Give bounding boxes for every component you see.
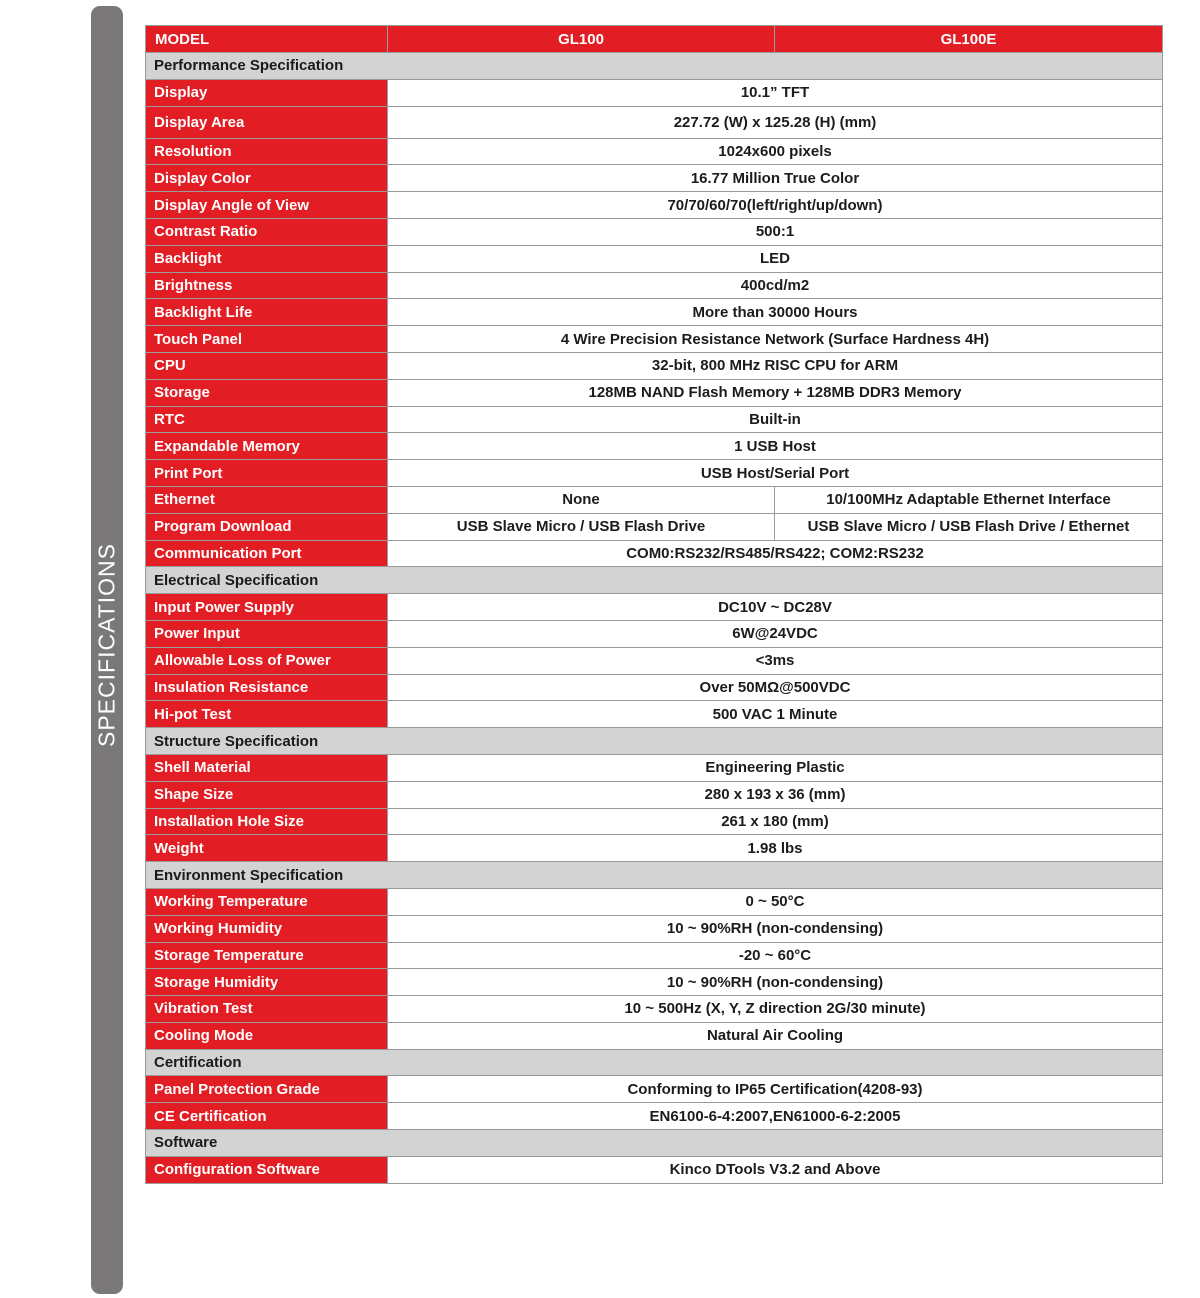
spec-value: 280 x 193 x 36 (mm) bbox=[388, 781, 1163, 808]
spec-label: RTC bbox=[146, 406, 388, 433]
spec-label: Touch Panel bbox=[146, 326, 388, 353]
spec-value: 128MB NAND Flash Memory + 128MB DDR3 Memory bbox=[388, 379, 1163, 406]
spec-value: EN6100-6-4:2007,EN61000-6-2:2005 bbox=[388, 1103, 1163, 1130]
section-row bbox=[146, 1049, 1163, 1076]
spec-row bbox=[146, 1022, 1163, 1049]
spec-label: Configuration Software bbox=[146, 1156, 388, 1183]
spec-label: CPU bbox=[146, 352, 388, 379]
spec-row bbox=[146, 701, 1163, 728]
spec-value: LED bbox=[388, 245, 1163, 272]
spec-label: Contrast Ratio bbox=[146, 218, 388, 245]
spec-value: 500 VAC 1 Minute bbox=[388, 701, 1163, 728]
spec-row bbox=[146, 888, 1163, 915]
spec-label: Resolution bbox=[146, 138, 388, 165]
spec-value: COM0:RS232/RS485/RS422; COM2:RS232 bbox=[388, 540, 1163, 567]
spec-row bbox=[146, 326, 1163, 353]
spec-label: Display bbox=[146, 79, 388, 106]
spec-row bbox=[146, 299, 1163, 326]
spec-row bbox=[146, 165, 1163, 192]
spec-row bbox=[146, 915, 1163, 942]
spec-label: Panel Protection Grade bbox=[146, 1076, 388, 1103]
spec-label: Power Input bbox=[146, 620, 388, 647]
spec-row bbox=[146, 379, 1163, 406]
spec-value: 10.1” TFT bbox=[388, 79, 1163, 106]
spec-row bbox=[146, 486, 1163, 513]
spec-row bbox=[146, 272, 1163, 299]
spec-label: Vibration Test bbox=[146, 996, 388, 1023]
spec-row bbox=[146, 245, 1163, 272]
spec-value: 1024x600 pixels bbox=[388, 138, 1163, 165]
section-title: Environment Specification bbox=[146, 862, 1163, 889]
spec-row bbox=[146, 106, 1163, 138]
spec-label: Communication Port bbox=[146, 540, 388, 567]
header-model: MODEL bbox=[146, 26, 388, 53]
spec-label: Shell Material bbox=[146, 754, 388, 781]
spec-row bbox=[146, 754, 1163, 781]
section-row bbox=[146, 53, 1163, 80]
spec-value: 10 ~ 90%RH (non-condensing) bbox=[388, 969, 1163, 996]
spec-row bbox=[146, 835, 1163, 862]
spec-value: 261 x 180 (mm) bbox=[388, 808, 1163, 835]
spec-value: 10 ~ 500Hz (X, Y, Z direction 2G/30 minute) bbox=[388, 996, 1163, 1023]
spec-value: <3ms bbox=[388, 647, 1163, 674]
spec-value-gl100e: 10/100MHz Adaptable Ethernet Interface bbox=[775, 486, 1163, 513]
spec-label: Allowable Loss of Power bbox=[146, 647, 388, 674]
spec-label: Cooling Mode bbox=[146, 1022, 388, 1049]
spec-value: Engineering Plastic bbox=[388, 754, 1163, 781]
spec-row bbox=[146, 192, 1163, 219]
spec-table-body bbox=[146, 26, 1163, 1184]
spec-value: Natural Air Cooling bbox=[388, 1022, 1163, 1049]
spec-value: 1.98 lbs bbox=[388, 835, 1163, 862]
spec-row bbox=[146, 513, 1163, 540]
spec-value: 1 USB Host bbox=[388, 433, 1163, 460]
spec-label: Display Area bbox=[146, 106, 388, 138]
spec-row bbox=[146, 79, 1163, 106]
spec-row bbox=[146, 620, 1163, 647]
header-row bbox=[146, 26, 1163, 53]
spec-row bbox=[146, 1103, 1163, 1130]
spec-label: Display Angle of View bbox=[146, 192, 388, 219]
spec-label: Working Humidity bbox=[146, 915, 388, 942]
spec-row bbox=[146, 969, 1163, 996]
spec-row bbox=[146, 406, 1163, 433]
section-title: Structure Specification bbox=[146, 728, 1163, 755]
spec-value: Over 50MΩ@500VDC bbox=[388, 674, 1163, 701]
spec-row bbox=[146, 781, 1163, 808]
spec-row bbox=[146, 1156, 1163, 1183]
spec-row bbox=[146, 138, 1163, 165]
section-title: Certification bbox=[146, 1049, 1163, 1076]
section-row bbox=[146, 862, 1163, 889]
header-gl100e: GL100E bbox=[775, 26, 1163, 53]
spec-row bbox=[146, 942, 1163, 969]
spec-label: Print Port bbox=[146, 460, 388, 487]
section-row bbox=[146, 728, 1163, 755]
spec-value: 16.77 Million True Color bbox=[388, 165, 1163, 192]
spec-label: Program Download bbox=[146, 513, 388, 540]
spec-label: Weight bbox=[146, 835, 388, 862]
spec-label: Storage bbox=[146, 379, 388, 406]
spec-row bbox=[146, 808, 1163, 835]
spec-label: CE Certification bbox=[146, 1103, 388, 1130]
spec-value: Conforming to IP65 Certification(4208-93) bbox=[388, 1076, 1163, 1103]
spec-label: Storage Temperature bbox=[146, 942, 388, 969]
spec-row bbox=[146, 433, 1163, 460]
spec-label: Installation Hole Size bbox=[146, 808, 388, 835]
spec-value: 0 ~ 50°C bbox=[388, 888, 1163, 915]
spec-row bbox=[146, 540, 1163, 567]
spec-value-gl100: USB Slave Micro / USB Flash Drive bbox=[388, 513, 775, 540]
spec-value: 227.72 (W) x 125.28 (H) (mm) bbox=[388, 106, 1163, 138]
spec-row bbox=[146, 1076, 1163, 1103]
spec-value-gl100e: USB Slave Micro / USB Flash Drive / Ethernet bbox=[775, 513, 1163, 540]
spec-label: Backlight bbox=[146, 245, 388, 272]
spec-row bbox=[146, 460, 1163, 487]
spec-value-gl100: None bbox=[388, 486, 775, 513]
spec-table bbox=[145, 25, 1163, 1184]
spec-value: USB Host/Serial Port bbox=[388, 460, 1163, 487]
spec-value: -20 ~ 60°C bbox=[388, 942, 1163, 969]
spec-row bbox=[146, 674, 1163, 701]
spec-row bbox=[146, 594, 1163, 621]
spec-label: Brightness bbox=[146, 272, 388, 299]
section-row bbox=[146, 1130, 1163, 1157]
header-gl100: GL100 bbox=[388, 26, 775, 53]
spec-value: 32-bit, 800 MHz RISC CPU for ARM bbox=[388, 352, 1163, 379]
spec-row bbox=[146, 352, 1163, 379]
spec-label: Hi-pot Test bbox=[146, 701, 388, 728]
spec-value: 500:1 bbox=[388, 218, 1163, 245]
spec-row bbox=[146, 218, 1163, 245]
spec-value: 70/70/60/70(left/right/up/down) bbox=[388, 192, 1163, 219]
section-title: Performance Specification bbox=[146, 53, 1163, 80]
section-title: Software bbox=[146, 1130, 1163, 1157]
spec-label: Working Temperature bbox=[146, 888, 388, 915]
side-label: SPECIFICATIONS bbox=[93, 543, 120, 747]
spec-label: Ethernet bbox=[146, 486, 388, 513]
spec-value: 4 Wire Precision Resistance Network (Surface Hardness 4H) bbox=[388, 326, 1163, 353]
section-title: Electrical Specification bbox=[146, 567, 1163, 594]
spec-label: Shape Size bbox=[146, 781, 388, 808]
spec-value: 6W@24VDC bbox=[388, 620, 1163, 647]
spec-value: 10 ~ 90%RH (non-condensing) bbox=[388, 915, 1163, 942]
spec-label: Input Power Supply bbox=[146, 594, 388, 621]
spec-label: Expandable Memory bbox=[146, 433, 388, 460]
spec-value: 400cd/m2 bbox=[388, 272, 1163, 299]
spec-label: Display Color bbox=[146, 165, 388, 192]
spec-label: Storage Humidity bbox=[146, 969, 388, 996]
spec-value: Kinco DTools V3.2 and Above bbox=[388, 1156, 1163, 1183]
spec-row bbox=[146, 996, 1163, 1023]
spec-value: DC10V ~ DC28V bbox=[388, 594, 1163, 621]
spec-label: Backlight Life bbox=[146, 299, 388, 326]
spec-value: More than 30000 Hours bbox=[388, 299, 1163, 326]
section-row bbox=[146, 567, 1163, 594]
spec-value: Built-in bbox=[388, 406, 1163, 433]
spec-row bbox=[146, 647, 1163, 674]
spec-label: Insulation Resistance bbox=[146, 674, 388, 701]
